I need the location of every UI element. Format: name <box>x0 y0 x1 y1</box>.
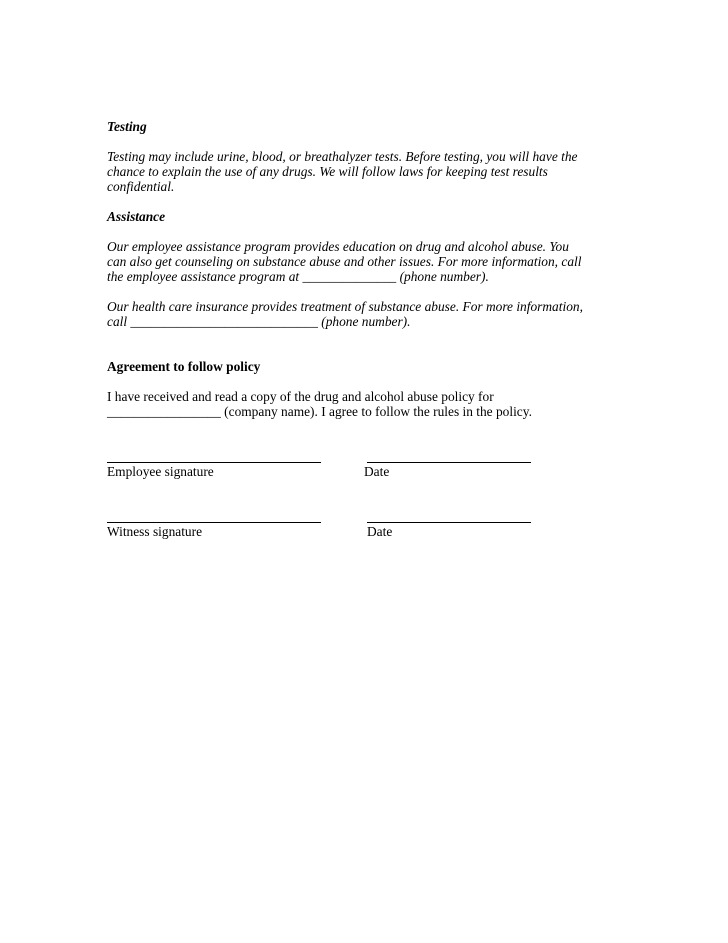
assistance-p1-line-1: Our employee assistance program provides education on drug and alcohol abuse. You <box>107 239 569 254</box>
testing-line-3: confidential. <box>107 179 175 194</box>
assistance-paragraph-2 <box>107 299 627 329</box>
agreement-paragraph <box>107 389 627 419</box>
employee-signature-line[interactable] <box>107 462 321 463</box>
assistance-p2-line-2: call ____________________________ (phone number). <box>107 314 411 329</box>
employee-date-label: Date <box>364 464 390 479</box>
assistance-p1-line-3: the employee assistance program at ______________ (phone number). <box>107 269 489 284</box>
testing-line-1: Testing may include urine, blood, or breathalyzer tests. Before testing, you will have the <box>107 149 578 164</box>
assistance-p2-line-1: Our health care insurance provides treatment of substance abuse. For more information, <box>107 299 583 314</box>
agreement-heading: Agreement to follow policy <box>107 359 261 374</box>
testing-paragraph <box>107 149 627 194</box>
assistance-paragraph-1 <box>107 239 627 284</box>
witness-date-line[interactable] <box>367 522 531 523</box>
testing-heading: Testing <box>107 119 147 134</box>
witness-date-label: Date <box>367 524 393 539</box>
employee-date-line[interactable] <box>367 462 531 463</box>
assistance-p1-line-2: can also get counseling on substance abuse and other issues. For more information, call <box>107 254 582 269</box>
agreement-line-1: I have received and read a copy of the drug and alcohol abuse policy for <box>107 389 494 404</box>
witness-signature-line[interactable] <box>107 522 321 523</box>
assistance-heading: Assistance <box>107 209 166 224</box>
testing-line-2: chance to explain the use of any drugs. We will follow laws for keeping test results <box>107 164 548 179</box>
employee-signature-label: Employee signature <box>107 464 214 479</box>
witness-signature-label: Witness signature <box>107 524 203 539</box>
agreement-line-2: _________________ (company name). I agree to follow the rules in the policy. <box>107 404 532 419</box>
